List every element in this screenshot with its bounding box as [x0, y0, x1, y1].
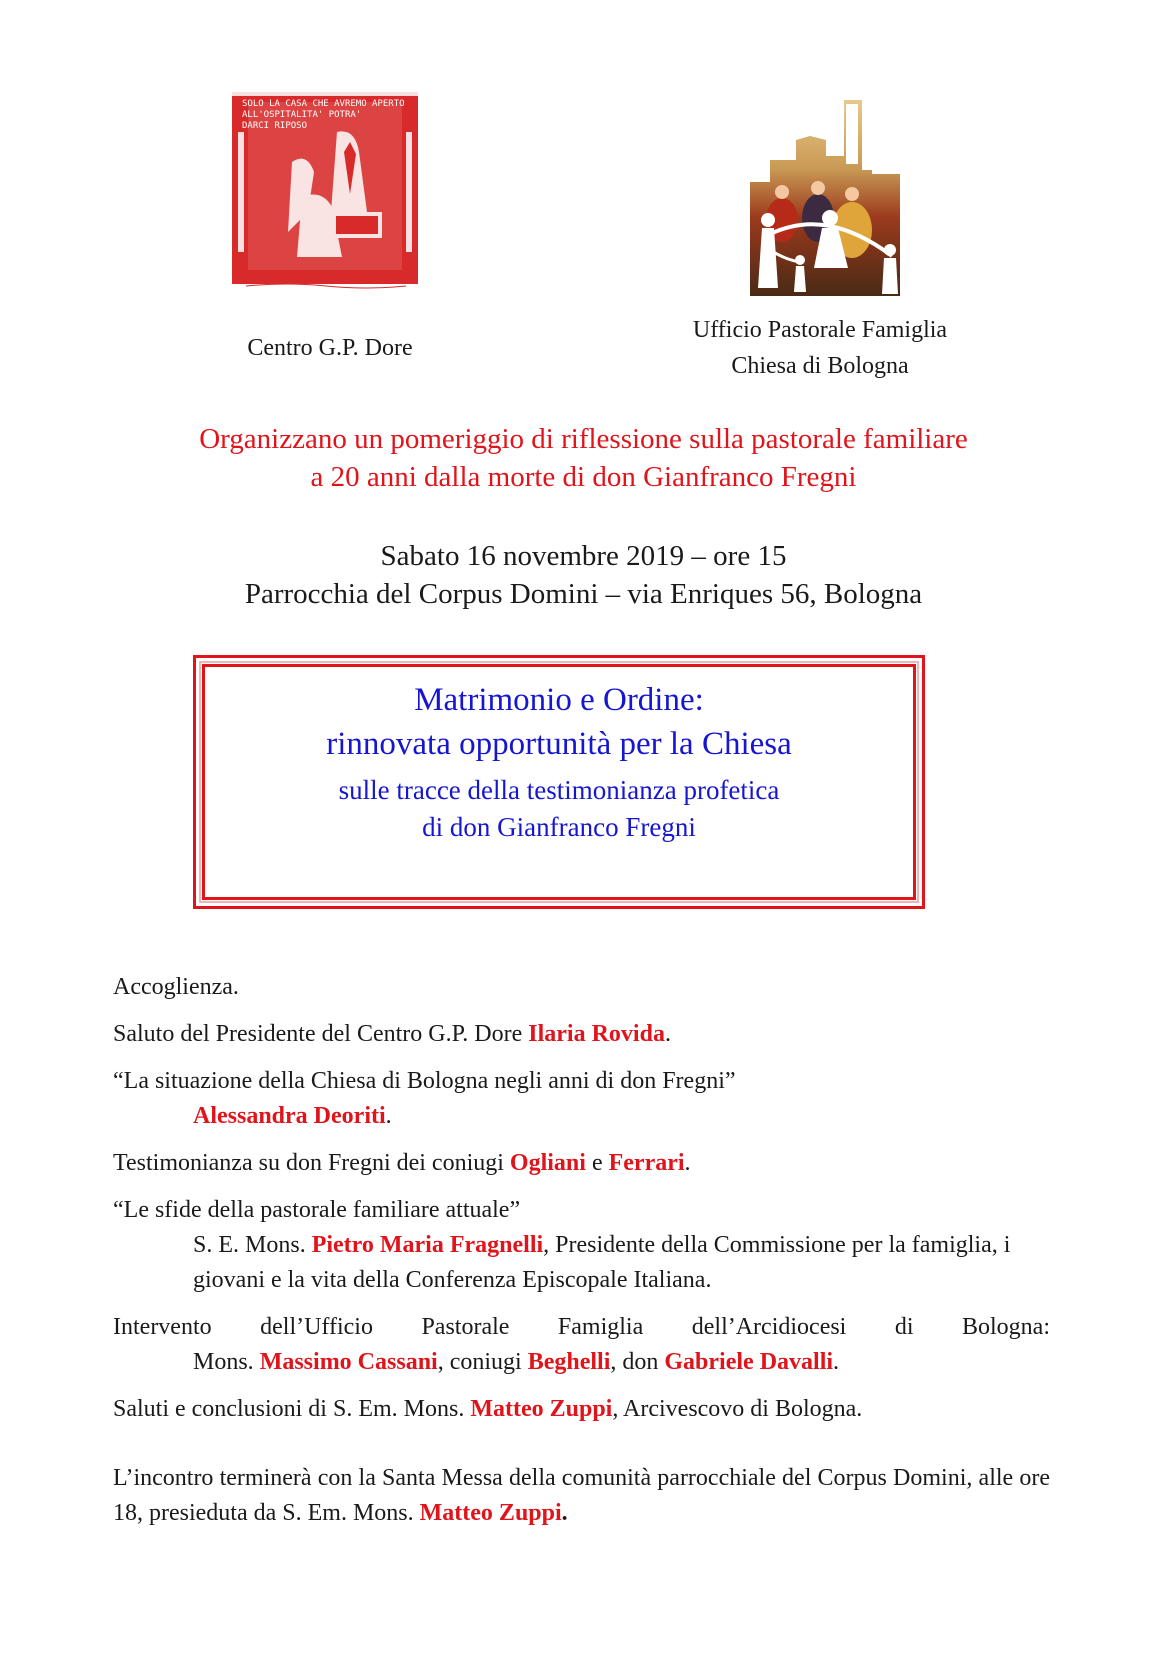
event-title-line2: rinnovata opportunità per la Chiesa: [326, 726, 792, 762]
event-subtitle-line1: sulle tracce della testimonianza profetica: [338, 775, 780, 805]
intro-line1: Organizzano un pomeriggio di riflessione sulla pastorale familiare: [199, 423, 968, 455]
centro-dore-logo: [232, 92, 418, 290]
logo-inscription-line2: ALL'OSPITALITA' POTRA': [242, 110, 362, 120]
program-text: , coniugi: [437, 1349, 528, 1375]
program-item-intervento: [113, 1310, 1050, 1380]
ufficio-famiglia-logo: [740, 100, 900, 296]
intro-heading: [60, 420, 1107, 496]
punctuation: .: [664, 1021, 671, 1047]
title-frame: [193, 655, 925, 909]
program-text: Testimonianza su don Fregni dei coniugi: [113, 1150, 510, 1176]
speaker-name: Matteo Zuppi: [470, 1396, 613, 1422]
event-date: Sabato 16 novembre 2019 – ore 15: [380, 540, 787, 572]
logo-inscription-line3: DARCI RIPOSO: [242, 121, 308, 131]
program-text: Intervento dell’Ufficio Pastorale Famiglia dell’Arcidiocesi di Bologna:: [113, 1314, 1050, 1340]
program-text: , Arcivescovo di Bologna.: [612, 1396, 863, 1422]
punctuation: .: [833, 1349, 840, 1375]
logo-inscription-line1: SOLO LA CASA CHE AVREMO APERTO: [242, 99, 405, 109]
program-item-saluto: [113, 1017, 1050, 1052]
speaker-name: Massimo Cassani: [259, 1349, 438, 1375]
program-item-testimony: [113, 1146, 1050, 1181]
program-text: , don: [610, 1349, 665, 1375]
speaker-role: , Presidente della Commissione per la famiglia, i giovani e la vita della Conferenza Episcopale Italiana.: [193, 1232, 1011, 1293]
program-item-talk2: [113, 1193, 1050, 1298]
organizer-centro-dore: [200, 330, 460, 366]
event-subtitle-line2: di don Gianfranco Fregni: [422, 812, 696, 842]
program-text: Accoglienza.: [113, 974, 239, 1000]
program-text: e: [585, 1150, 609, 1176]
speaker-name: Beghelli: [527, 1349, 611, 1375]
program-item-talk1: [113, 1064, 1050, 1134]
speaker-name: Ogliani: [509, 1150, 586, 1176]
intro-line2: a 20 anni dalla morte di don Gianfranco Fregni: [310, 461, 857, 493]
speaker-name: Gabriele Davalli: [664, 1349, 834, 1375]
organizer-label: Centro G.P. Dore: [247, 335, 413, 361]
event-title-line1: Matrimonio e Ordine:: [414, 682, 704, 718]
title-frame-content: [196, 678, 922, 846]
speaker-name: Pietro Maria Fragnelli: [311, 1232, 544, 1258]
closing-note: [113, 1461, 1050, 1531]
punctuation: .: [385, 1103, 392, 1129]
celebrant-name: Matteo Zuppi: [419, 1500, 562, 1526]
punctuation: .: [684, 1150, 691, 1176]
punctuation: .: [561, 1500, 568, 1526]
program-item-accoglienza: [113, 970, 1050, 1005]
talk-title: “La situazione della Chiesa di Bologna negli anni di don Fregni”: [113, 1068, 736, 1094]
program-text: Saluti e conclusioni di S. Em. Mons.: [113, 1396, 471, 1422]
program-item-conclusioni: [113, 1392, 1050, 1427]
program-text: Mons.: [193, 1349, 260, 1375]
organizer-ufficio-famiglia: [620, 312, 1020, 384]
speaker-name: Alessandra Deoriti: [193, 1103, 386, 1129]
talk-title: “Le sfide della pastorale familiare attuale”: [113, 1197, 521, 1223]
program-text: Saluto del Presidente del Centro G.P. Dore: [113, 1021, 529, 1047]
organizer-label-line1: Ufficio Pastorale Famiglia: [692, 317, 948, 343]
speaker-name: Ferrari: [608, 1150, 685, 1176]
speaker-name: Ilaria Rovida: [528, 1021, 665, 1047]
organizer-label-line2: Chiesa di Bologna: [731, 353, 909, 379]
closing-text: L’incontro terminerà con la Santa Messa della comunità parrocchiale del Corpus Domini, alle ore 18, presieduta da S. Em. Mons.: [113, 1465, 1050, 1526]
program: [113, 970, 1050, 1531]
speaker-prefix: S. E. Mons.: [193, 1232, 312, 1258]
event-details: [60, 537, 1107, 613]
event-location: Parrocchia del Corpus Domini – via Enriques 56, Bologna: [244, 578, 923, 610]
